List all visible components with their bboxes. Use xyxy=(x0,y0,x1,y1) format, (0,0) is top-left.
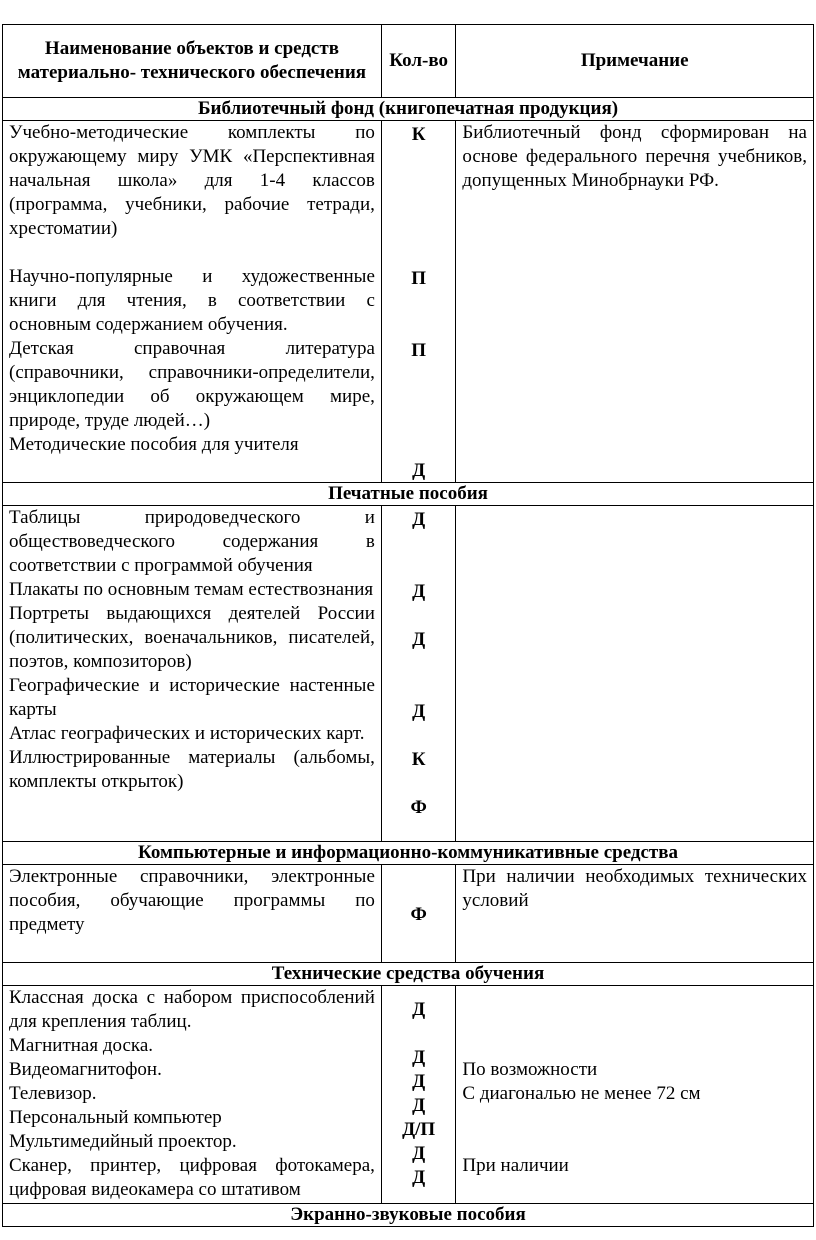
quantity-cell xyxy=(381,865,456,963)
note-text: С диагональю не менее 72 см xyxy=(462,1083,701,1104)
quantity-value: П xyxy=(411,340,427,361)
section-title-row xyxy=(3,1204,814,1227)
items-cell xyxy=(3,506,382,842)
section-title-row xyxy=(3,842,814,865)
quantity-value: Д xyxy=(412,1143,426,1164)
table-row xyxy=(3,986,814,1204)
quantity-value: Д xyxy=(412,509,426,530)
section-title-row xyxy=(3,483,814,506)
items-cell xyxy=(3,986,382,1204)
list-item: Методические пособия для учителя xyxy=(9,434,299,455)
quantity-value: Д xyxy=(412,460,426,481)
list-item: Учебно-методические комплекты по окружающему миру УМК «Перспективная начальная школа» для 1-4 классов (программа, учебники, рабочие тетради, хрестоматии) xyxy=(9,122,375,239)
quantity-value: Д xyxy=(412,1071,426,1092)
list-item: Научно-популярные и художественные книги для чтения, в соответствии с основным содержанием обучения. xyxy=(9,266,375,335)
list-item: Сканер, принтер, цифровая фотокамера, цифровая видеокамера со штативом xyxy=(9,1155,375,1200)
note-text: Библиотечный фонд сформирован на основе федерального перечня учебников, допущенных Минобрнауки РФ. xyxy=(462,122,807,191)
quantity-value: Д xyxy=(412,701,426,722)
table-row xyxy=(3,865,814,963)
quantity-value: Ф xyxy=(410,797,427,818)
header-quantity: Кол-во xyxy=(381,25,456,98)
table-header-row xyxy=(3,25,814,98)
quantity-value: К xyxy=(411,124,426,145)
section-title: Технические средства обучения xyxy=(3,963,814,986)
quantity-value: Д xyxy=(412,629,426,650)
list-item: Электронные справочники, электронные пособия, обучающие программы по предмету xyxy=(9,866,375,935)
list-item: Атлас географических и исторических карт. xyxy=(9,723,365,744)
note-cell xyxy=(456,506,814,842)
quantity-value: П xyxy=(411,268,427,289)
section-title: Библиотечный фонд (книгопечатная продукция) xyxy=(3,98,814,121)
note-cell xyxy=(456,121,814,483)
quantity-value: Д xyxy=(412,1095,426,1116)
quantity-cell xyxy=(381,986,456,1204)
list-item: Детская справочная литература (справочники, справочники-определители, энциклопедии об окружающем мире, природе, труде людей…) xyxy=(9,338,375,431)
list-item: Мультимедийный проектор. xyxy=(9,1131,237,1152)
table-row xyxy=(3,506,814,842)
list-item: Географические и исторические настенные карты xyxy=(9,675,375,720)
list-item: Иллюстрированные материалы (альбомы, комплекты открыток) xyxy=(9,747,375,792)
note-cell xyxy=(456,986,814,1204)
note-text: По возможности xyxy=(462,1059,598,1080)
list-item: Видеомагнитофон. xyxy=(9,1059,162,1080)
quantity-value: К xyxy=(411,749,426,770)
quantity-value: Д xyxy=(412,999,426,1020)
items-cell xyxy=(3,121,382,483)
list-item: Портреты выдающихся деятелей России (политических, военачальников, писателей, поэтов, композиторов) xyxy=(9,603,375,672)
quantity-value: Д xyxy=(412,1047,426,1068)
note-cell xyxy=(456,865,814,963)
items-cell xyxy=(3,865,382,963)
header-note: Примечание xyxy=(456,25,814,98)
quantity-cell xyxy=(381,506,456,842)
note-text: При наличии необходимых технических условий xyxy=(462,866,807,911)
quantity-value: Ф xyxy=(410,904,427,925)
table-row xyxy=(3,121,814,483)
quantity-value: Д xyxy=(412,581,426,602)
section-title: Печатные пособия xyxy=(3,483,814,506)
section-title: Компьютерные и информационно-коммуникативные средства xyxy=(3,842,814,865)
list-item: Классная доска с набором приспособлений для крепления таблиц. xyxy=(9,987,375,1032)
list-item: Персональный компьютер xyxy=(9,1107,222,1128)
list-item: Таблицы природоведческого и обществоведческого содержания в соответствии с программой обучения xyxy=(9,507,375,576)
section-title-row xyxy=(3,98,814,121)
section-title-row xyxy=(3,963,814,986)
quantity-value: Д/П xyxy=(402,1119,436,1140)
quantity-value: Д xyxy=(412,1167,426,1188)
equipment-table xyxy=(2,24,814,1227)
section-title: Экранно-звуковые пособия xyxy=(3,1204,814,1227)
list-item: Магнитная доска. xyxy=(9,1035,154,1056)
list-item: Плакаты по основным темам естествознания xyxy=(9,579,374,600)
note-text: При наличии xyxy=(462,1155,569,1176)
header-name: Наименование объектов и средств материально- технического обеспечения xyxy=(3,25,382,98)
list-item: Телевизор. xyxy=(9,1083,97,1104)
quantity-cell xyxy=(381,121,456,483)
